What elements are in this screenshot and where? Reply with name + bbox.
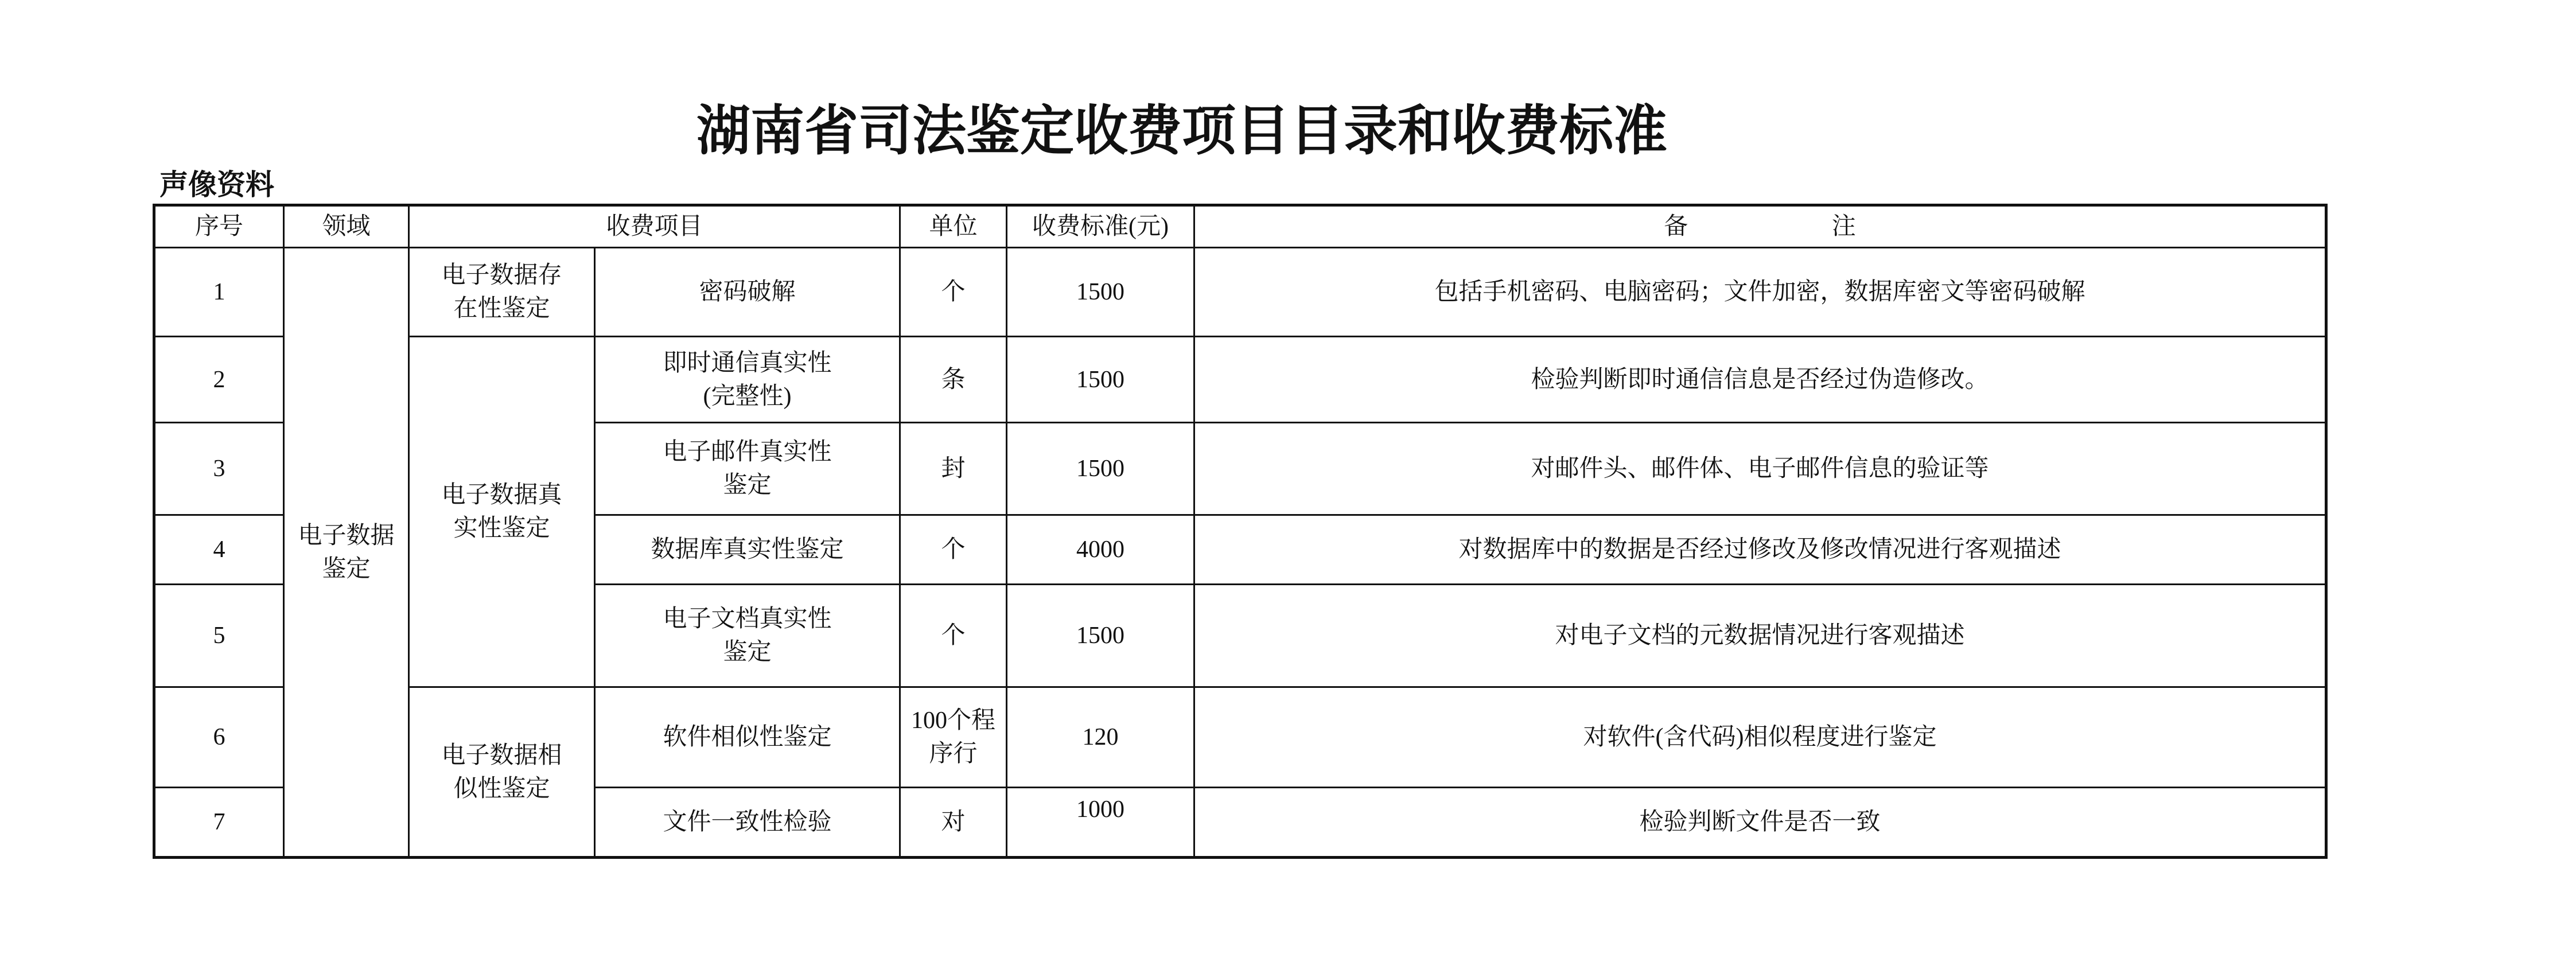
table-row [154, 687, 2326, 788]
item-cell: 数据库真实性鉴定 [595, 515, 900, 585]
remark-cell: 检验判断即时通信信息是否经过伪造修改。 [1194, 337, 2326, 423]
item-cell: 软件相似性鉴定 [595, 687, 900, 788]
remark-cell: 对数据库中的数据是否经过修改及修改情况进行客观描述 [1194, 515, 2326, 585]
row-index: 5 [154, 585, 284, 687]
document-title: 湖南省司法鉴定收费项目目录和收费标准 [696, 100, 1667, 161]
remark-cell: 对邮件头、邮件体、电子邮件信息的验证等 [1194, 423, 2326, 515]
header-remark: 备 注 [1194, 205, 2326, 248]
remark-cell: 检验判断文件是否一致 [1194, 788, 2326, 858]
remark-cell: 对电子文档的元数据情况进行客观描述 [1194, 585, 2326, 687]
fee-cell [1007, 788, 1194, 858]
header-domain: 领域 [284, 205, 409, 248]
table-row [154, 337, 2326, 423]
category-cell: 电子数据相 似性鉴定 [409, 687, 595, 858]
fee-table [153, 204, 2328, 859]
unit-cell: 封 [900, 423, 1007, 515]
item-cell: 电子文档真实性 鉴定 [595, 585, 900, 687]
header-item: 收费项目 [409, 205, 900, 248]
fee-cell: 120 [1007, 687, 1194, 788]
fee-cell: 1500 [1007, 423, 1194, 515]
category-cell: 电子数据存 在性鉴定 [409, 248, 595, 337]
row-index: 7 [154, 788, 284, 858]
item-cell: 文件一致性检验 [595, 788, 900, 858]
item-cell: 密码破解 [595, 248, 900, 337]
fee-cell: 1500 [1007, 585, 1194, 687]
unit-cell: 对 [900, 788, 1007, 858]
unit-cell: 条 [900, 337, 1007, 423]
item-cell: 电子邮件真实性 鉴定 [595, 423, 900, 515]
fee-cell: 1500 [1007, 248, 1194, 337]
table-row [154, 248, 2326, 337]
row-index: 3 [154, 423, 284, 515]
unit-cell: 个 [900, 585, 1007, 687]
fee-value: 1000 [1076, 796, 1125, 823]
unit-cell: 个 [900, 515, 1007, 585]
category-cell: 电子数据真 实性鉴定 [409, 337, 595, 687]
row-index: 6 [154, 687, 284, 788]
row-index: 2 [154, 337, 284, 423]
section-label: 声像资料 [159, 169, 274, 201]
row-index: 1 [154, 248, 284, 337]
unit-cell: 100个程 序行 [900, 687, 1007, 788]
row-index: 4 [154, 515, 284, 585]
fee-cell: 4000 [1007, 515, 1194, 585]
remark-cell: 包括手机密码、电脑密码；文件加密，数据库密文等密码破解 [1194, 248, 2326, 337]
unit-cell: 个 [900, 248, 1007, 337]
domain-cell: 电子数据 鉴定 [284, 248, 409, 858]
header-fee: 收费标准(元) [1007, 205, 1194, 248]
header-index: 序号 [154, 205, 284, 248]
remark-cell: 对软件(含代码)相似程度进行鉴定 [1194, 687, 2326, 788]
fee-cell: 1500 [1007, 337, 1194, 423]
item-cell: 即时通信真实性 (完整性) [595, 337, 900, 423]
header-row [154, 205, 2326, 248]
header-unit: 单位 [900, 205, 1007, 248]
